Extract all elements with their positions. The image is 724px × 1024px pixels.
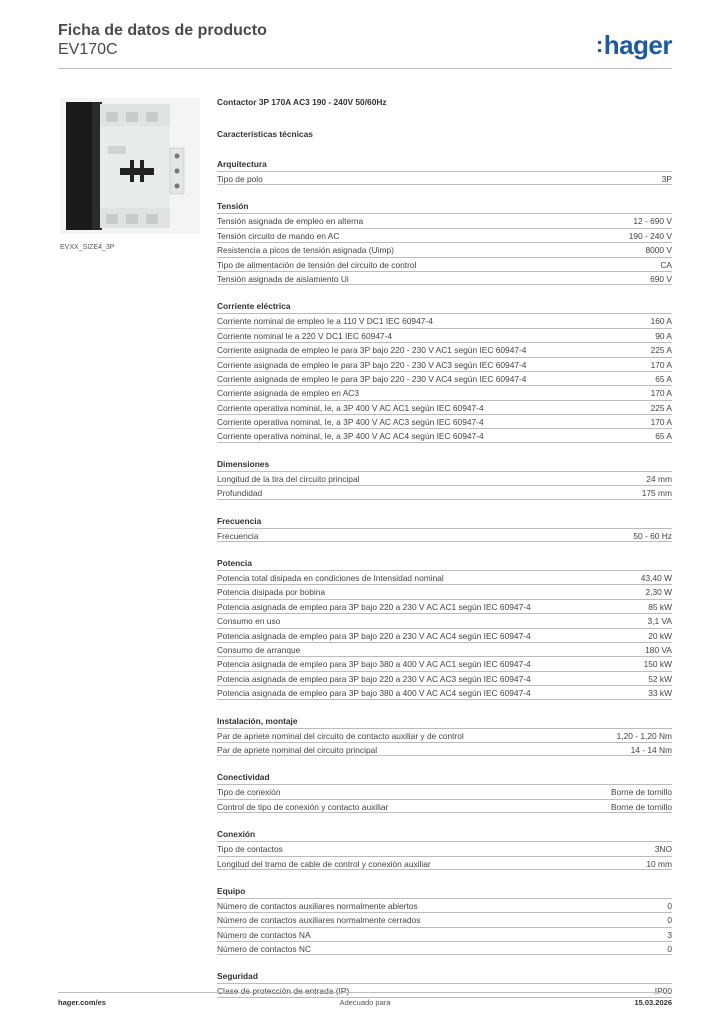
spec-rows xyxy=(217,313,672,443)
spec-value: Borne de tornillo xyxy=(611,787,672,798)
spec-label: Número de contactos auxiliares normalmente cerrados xyxy=(217,915,421,926)
spec-section xyxy=(217,157,672,185)
spec-row xyxy=(217,941,672,955)
spec-rows xyxy=(217,898,672,956)
spec-label: Frecuencia xyxy=(217,530,259,541)
spec-row xyxy=(217,728,672,742)
spec-value: 3NO xyxy=(654,844,672,855)
section-title: Equipo xyxy=(217,885,246,896)
footer-website-link[interactable]: hager.com/es xyxy=(58,998,106,1007)
spec-row xyxy=(217,841,672,855)
spec-value: 43,40 W xyxy=(640,573,672,584)
spec-row xyxy=(217,656,672,670)
spec-row xyxy=(217,685,672,699)
section-title: Seguridad xyxy=(217,971,258,982)
spec-rows xyxy=(217,171,672,185)
spec-label: Control de tipo de conexión y contacto auxiliar xyxy=(217,801,389,812)
spec-row xyxy=(217,784,672,798)
spec-value: 14 - 14 Nm xyxy=(630,744,672,755)
section-title: Potencia xyxy=(217,558,252,569)
spec-value: 85 kW xyxy=(648,601,672,612)
spec-label: Potencia asignada de empleo para 3P bajo 380 a 400 V AC AC4 según IEC 60947-4 xyxy=(217,688,531,699)
spec-row xyxy=(217,570,672,584)
spec-row xyxy=(217,414,672,428)
spec-label: Potencia asignada de empleo para 3P bajo 380 a 400 V AC AC1 según IEC 60947-4 xyxy=(217,659,531,670)
spec-section xyxy=(217,556,672,700)
section-title: Corriente eléctrica xyxy=(217,301,291,312)
spec-label: Corriente nominal Ie a 220 V DC1 IEC 60947-4 xyxy=(217,330,393,341)
characteristics-title: Características técnicas xyxy=(217,129,313,139)
spec-row xyxy=(217,385,672,399)
spec-label: Número de contactos NA xyxy=(217,929,311,940)
footer-divider xyxy=(58,992,672,993)
spec-row xyxy=(217,242,672,256)
spec-label: Número de contactos auxiliares normalmente abiertos xyxy=(217,900,418,911)
spec-value: 0 xyxy=(667,915,672,926)
spec-row xyxy=(217,528,672,542)
logo-text: hager xyxy=(603,30,672,60)
spec-label: Corriente asignada de empleo en AC3 xyxy=(217,388,360,399)
spec-section xyxy=(217,514,672,542)
spec-rows xyxy=(217,213,672,285)
spec-row xyxy=(217,313,672,327)
spec-row xyxy=(217,371,672,385)
spec-section xyxy=(217,457,672,500)
spec-section xyxy=(217,827,672,870)
spec-label: Tipo de polo xyxy=(217,174,263,184)
spec-label: Resistencia a picos de tensión asignada (Uimp) xyxy=(217,245,394,256)
spec-value: 225 A xyxy=(650,402,672,413)
section-title: Conectividad xyxy=(217,772,270,783)
spec-label: Longitud del tramo de cable de control y conexión auxiliar xyxy=(217,858,431,869)
spec-label: Profundidad xyxy=(217,488,263,499)
spec-value: CA xyxy=(660,259,672,270)
spec-label: Corriente nominal de empleo Ie a 110 V DC1 IEC 60947-4 xyxy=(217,316,433,327)
spec-row xyxy=(217,485,672,499)
spec-row xyxy=(217,400,672,414)
image-caption: EVXX_SIZE4_3P xyxy=(60,244,115,251)
spec-row xyxy=(217,271,672,285)
section-title: Instalación, montaje xyxy=(217,715,298,726)
spec-row xyxy=(217,257,672,271)
spec-row xyxy=(217,927,672,941)
spec-value: 150 kW xyxy=(643,659,672,670)
spec-value: 2,30 W xyxy=(645,587,672,598)
spec-section xyxy=(217,884,672,956)
spec-section xyxy=(217,299,672,443)
spec-row xyxy=(217,642,672,656)
spec-row xyxy=(217,599,672,613)
spec-value: 1,20 - 1,20 Nm xyxy=(616,730,672,741)
footer-suitability: Adecuado para xyxy=(339,998,391,1007)
section-title: Frecuencia xyxy=(217,515,262,526)
spec-label: Corriente asignada de empleo Ie para 3P bajo 220 - 230 V AC4 según IEC 60947-4 xyxy=(217,373,527,384)
spec-row xyxy=(217,328,672,342)
technical-specs xyxy=(217,97,672,998)
spec-value: 65 A xyxy=(655,373,672,384)
spec-rows xyxy=(217,528,672,542)
spec-value: 170 A xyxy=(650,388,672,399)
section-title: Tensión xyxy=(217,201,249,212)
spec-label: Par de apriete nominal del circuito de contacto auxiliar y de control xyxy=(217,730,464,741)
spec-row xyxy=(217,213,672,227)
spec-label: Corriente operativa nominal, Ie, a 3P 400 V AC AC1 según IEC 60947-4 xyxy=(217,402,484,413)
spec-label: Clase de protección de entrada (IP) xyxy=(217,986,350,997)
spec-row xyxy=(217,799,672,813)
spec-value: 170 A xyxy=(650,417,672,428)
spec-rows xyxy=(217,784,672,813)
spec-value: 10 mm xyxy=(646,858,672,869)
spec-value: IP00 xyxy=(654,986,672,997)
spec-value: 33 kW xyxy=(648,688,672,699)
spec-row xyxy=(217,912,672,926)
spec-row xyxy=(217,898,672,912)
contactor-icon xyxy=(60,98,200,234)
spec-value: 160 A xyxy=(650,316,672,327)
spec-row xyxy=(217,856,672,870)
spec-rows xyxy=(217,570,672,700)
spec-value: 190 - 240 V xyxy=(628,230,672,241)
spec-label: Número de contactos NC xyxy=(217,944,312,955)
spec-section xyxy=(217,770,672,813)
spec-value: 3,1 VA xyxy=(647,616,672,627)
spec-label: Potencia total disipada en condiciones de Intensidad nominal xyxy=(217,573,444,584)
spec-label: Tensión circuito de mando en AC xyxy=(217,230,340,241)
spec-value: 24 mm xyxy=(646,473,672,484)
spec-label: Tipo de alimentación de tensión del circuito de control xyxy=(217,259,417,270)
spec-row xyxy=(217,228,672,242)
spec-value: 90 A xyxy=(655,330,672,341)
spec-label: Consumo en uso xyxy=(217,616,281,627)
spec-rows xyxy=(217,983,672,997)
spec-label: Tensión asignada de empleo en alterna xyxy=(217,216,364,227)
spec-label: Longitud de la tira del circuito principal xyxy=(217,473,360,484)
spec-label: Corriente asignada de empleo Ie para 3P bajo 220 - 230 V AC1 según IEC 60947-4 xyxy=(217,345,527,356)
spec-label: Tensión asignada de aislamiento Ui xyxy=(217,273,349,284)
spec-value: 690 V xyxy=(650,273,672,284)
spec-label: Potencia asignada de empleo para 3P bajo 220 a 230 V AC AC4 según IEC 60947-4 xyxy=(217,630,531,641)
spec-value: 8000 V xyxy=(645,245,672,256)
spec-label: Par de apriete nominal del circuito principal xyxy=(217,744,378,755)
spec-value: 0 xyxy=(667,900,672,911)
product-description: Contactor 3P 170A AC3 190 - 240V 50/60Hz xyxy=(217,97,387,107)
spec-label: Potencia asignada de empleo para 3P bajo 220 a 230 V AC AC1 según IEC 60947-4 xyxy=(217,601,531,612)
spec-row xyxy=(217,983,672,997)
spec-rows xyxy=(217,728,672,757)
spec-label: Potencia asignada de empleo para 3P bajo 220 a 230 V AC AC3 según IEC 60947-4 xyxy=(217,673,531,684)
section-title: Dimensiones xyxy=(217,458,270,469)
spec-label: Tipo de contactos xyxy=(217,844,283,855)
spec-value: 20 kW xyxy=(648,630,672,641)
spec-value: Borne de tornillo xyxy=(611,801,672,812)
header-divider xyxy=(58,68,672,69)
spec-row xyxy=(217,671,672,685)
spec-row xyxy=(217,342,672,356)
spec-value: 225 A xyxy=(650,345,672,356)
section-title: Arquitectura xyxy=(217,159,267,169)
spec-label: Consumo de arranque xyxy=(217,644,301,655)
section-title: Conexión xyxy=(217,829,256,840)
spec-value: 52 kW xyxy=(648,673,672,684)
spec-row xyxy=(217,584,672,598)
spec-label: Corriente operativa nominal, Ie, a 3P 400 V AC AC3 según IEC 60947-4 xyxy=(217,417,484,428)
spec-row xyxy=(217,171,672,185)
spec-label: Corriente asignada de empleo Ie para 3P bajo 220 - 230 V AC3 según IEC 60947-4 xyxy=(217,359,527,370)
spec-value: 180 VA xyxy=(645,644,672,655)
spec-label: Corriente operativa nominal, Ie, a 3P 400 V AC AC4 según IEC 60947-4 xyxy=(217,431,484,442)
spec-label: Potencia disipada por bobina xyxy=(217,587,326,598)
page-header xyxy=(58,22,672,68)
footer-date: 15.03.2026 xyxy=(634,998,672,1007)
spec-row xyxy=(217,471,672,485)
spec-rows xyxy=(217,471,672,500)
spec-row xyxy=(217,357,672,371)
spec-value: 50 - 60 Hz xyxy=(633,530,672,541)
spec-value: 170 A xyxy=(650,359,672,370)
hager-logo[interactable]: :hager xyxy=(595,30,672,60)
spec-value: 65 A xyxy=(655,431,672,442)
spec-value: 12 - 690 V xyxy=(633,216,672,227)
spec-value: 0 xyxy=(667,944,672,955)
spec-section xyxy=(217,199,672,285)
spec-section xyxy=(217,969,672,997)
spec-row xyxy=(217,613,672,627)
spec-row xyxy=(217,628,672,642)
page-title: Ficha de datos de producto xyxy=(58,22,267,39)
spec-row xyxy=(217,428,672,442)
product-image xyxy=(60,98,200,234)
spec-value: 175 mm xyxy=(641,488,672,499)
spec-row xyxy=(217,742,672,756)
spec-value: 3 xyxy=(667,929,672,940)
spec-value: 3P xyxy=(661,174,672,184)
product-code: EV170C xyxy=(58,41,118,58)
spec-rows xyxy=(217,841,672,870)
spec-label: Tipo de conexión xyxy=(217,787,281,798)
spec-section xyxy=(217,714,672,757)
